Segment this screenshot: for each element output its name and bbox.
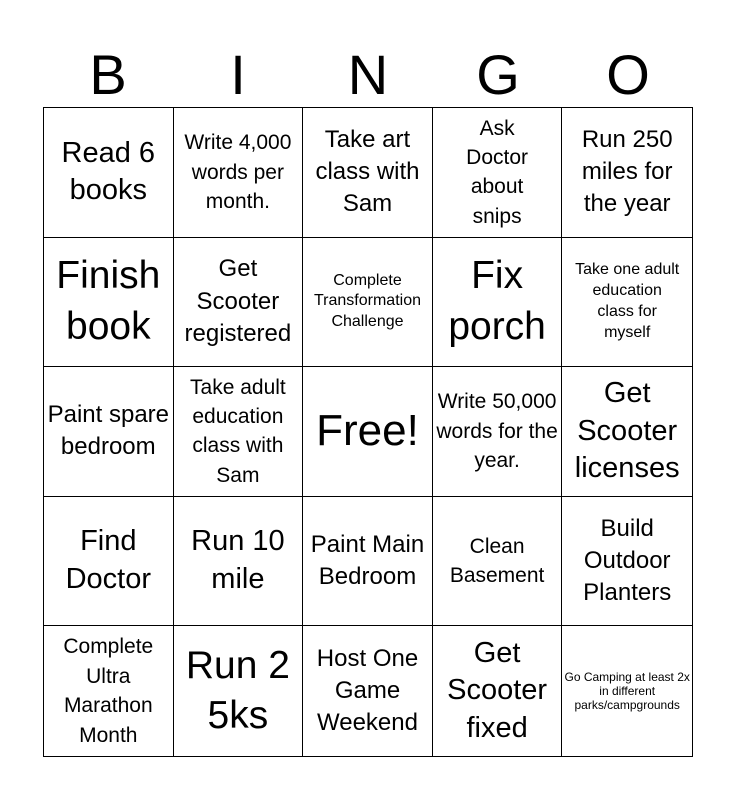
- cell-text: Write 50,000 words for the year.: [436, 390, 558, 473]
- cell-text: Get Scooter fixed: [447, 636, 548, 745]
- header-letter-g: G: [476, 43, 520, 106]
- bingo-header: [43, 44, 693, 106]
- bingo-cell: [562, 367, 692, 497]
- cell-text: Build Outdoor Planters: [583, 514, 672, 607]
- cell-text: Host One Game Weekend: [316, 644, 419, 737]
- cell-text: Read 6 books: [61, 136, 156, 207]
- bingo-cell: [44, 626, 174, 756]
- cell-text: Write 4,000 words per month.: [184, 131, 292, 213]
- bingo-cell: [303, 108, 433, 238]
- bingo-cell: [174, 497, 304, 627]
- bingo-cell: [44, 108, 174, 238]
- header-letter-n: N: [347, 43, 389, 106]
- bingo-cell: [303, 626, 433, 756]
- cell-text: Get Scooter licenses: [574, 376, 680, 485]
- header-letter-o: O: [606, 43, 650, 106]
- bingo-cell: [433, 626, 563, 756]
- bingo-cell: [44, 238, 174, 368]
- cell-text: Paint spare bedroom: [47, 401, 169, 461]
- cell-text: Find Doctor: [65, 525, 151, 596]
- bingo-cell free-space: [303, 367, 433, 497]
- bingo-cell: [562, 626, 692, 756]
- cell-text: Paint Main Bedroom: [310, 530, 425, 591]
- bingo-cell: [303, 238, 433, 368]
- bingo-cell: [433, 108, 563, 238]
- cell-text: Run 10 mile: [191, 525, 285, 596]
- bingo-cell: [562, 238, 692, 368]
- bingo-cell: [174, 238, 304, 368]
- bingo-cell: [433, 238, 563, 368]
- cell-text: Go Camping at least 2x in different parks/campgrounds: [564, 669, 690, 713]
- bingo-cell: [433, 367, 563, 497]
- bingo-cell: [174, 626, 304, 756]
- cell-text: Ask Doctor about snips: [466, 116, 529, 228]
- cell-text: Take art class with Sam: [315, 125, 420, 218]
- bingo-cell: [174, 108, 304, 238]
- cell-text: Take adult education class with Sam: [190, 375, 286, 487]
- cell-text: Run 2 5ks: [185, 643, 290, 738]
- bingo-cell: [44, 367, 174, 497]
- cell-text: Complete Transformation Challenge: [313, 271, 421, 331]
- cell-text: Get Scooter registered: [184, 255, 292, 348]
- cell-text: Fix porch: [448, 254, 546, 348]
- header-letter-b: B: [89, 43, 127, 106]
- cell-text: Complete Ultra Marathon Month: [63, 635, 154, 747]
- cell-text: Run 250 miles for the year: [581, 125, 673, 218]
- cell-text: Clean Basement: [449, 534, 545, 588]
- header-letter-i: I: [230, 43, 246, 106]
- cell-text: Finish book: [56, 254, 161, 348]
- bingo-cell: [44, 497, 174, 627]
- bingo-cell: [562, 108, 692, 238]
- bingo-board: [43, 107, 693, 757]
- bingo-cell: [562, 497, 692, 627]
- bingo-cell: [433, 497, 563, 627]
- bingo-cell: [174, 367, 304, 497]
- cell-text: Free!: [316, 406, 419, 456]
- cell-text: Take one adult education class for myself: [575, 261, 680, 341]
- bingo-cell: [303, 497, 433, 627]
